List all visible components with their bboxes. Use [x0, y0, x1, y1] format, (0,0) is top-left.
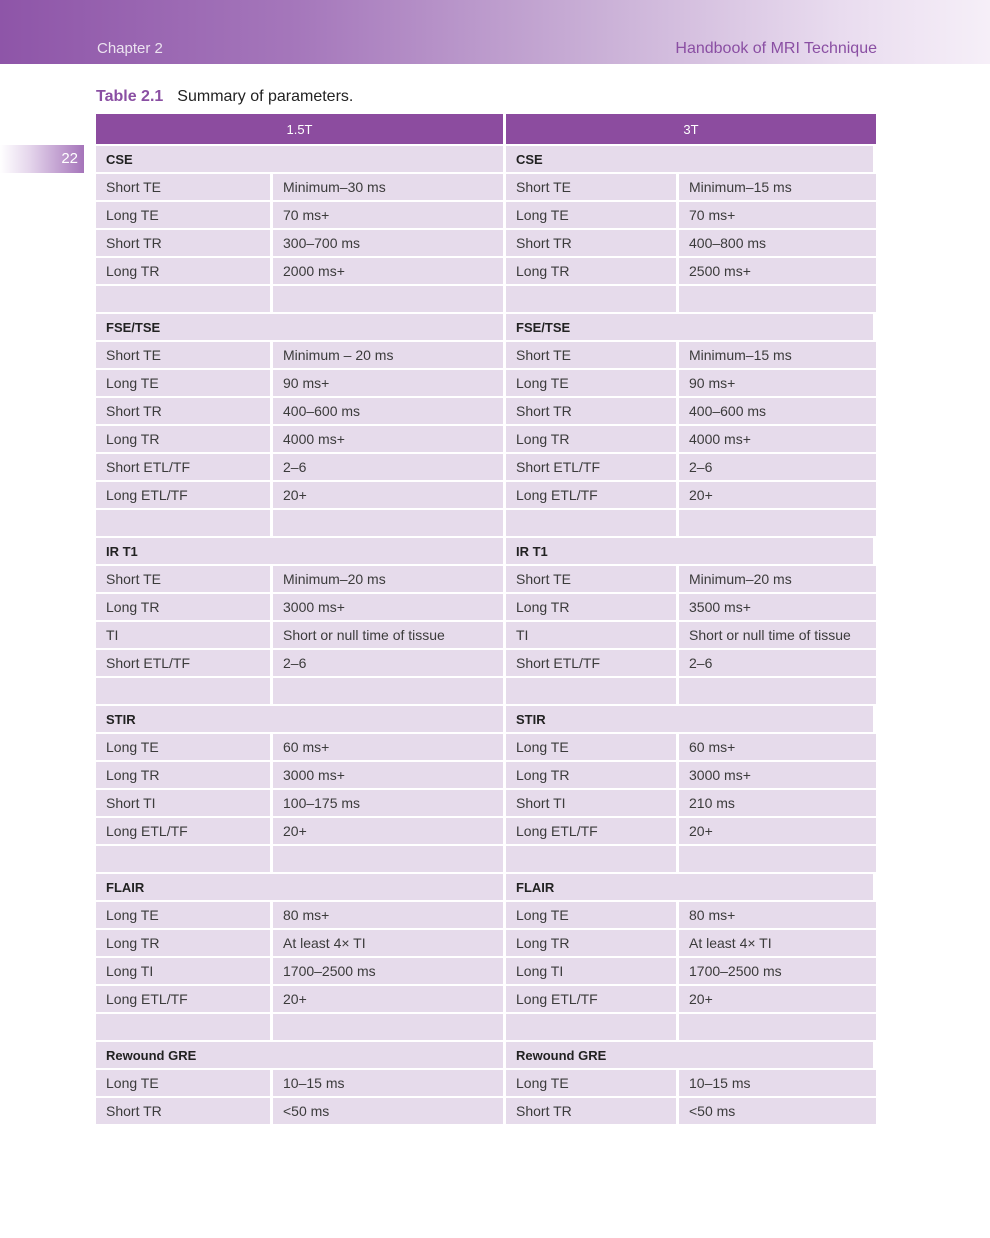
- section-heading-right: FSE/TSE: [506, 314, 873, 340]
- parameters-table: [96, 114, 876, 1126]
- table-number: Table 2.1: [96, 88, 164, 105]
- parameter-value-cell: 70 ms+: [679, 202, 876, 228]
- parameter-value-cell: 400–600 ms: [679, 398, 876, 424]
- parameter-value-cell: 2–6: [679, 454, 876, 480]
- table-row: [96, 482, 876, 508]
- parameter-name-cell: Long TE: [506, 902, 676, 928]
- table-row: [96, 370, 876, 396]
- parameter-value-cell: 3000 ms+: [273, 594, 503, 620]
- empty-cell: [96, 678, 270, 704]
- parameter-name-cell: Long TR: [506, 930, 676, 956]
- column-header-1-5t: 1.5T: [96, 114, 503, 144]
- parameter-name-cell: Long TE: [96, 1070, 270, 1096]
- table-caption: [96, 88, 353, 106]
- parameter-value-cell: 3000 ms+: [679, 762, 876, 788]
- parameter-name-cell: Long ETL/TF: [96, 986, 270, 1012]
- parameter-name-cell: Long ETL/TF: [96, 482, 270, 508]
- parameter-name-cell: Long TE: [506, 1070, 676, 1096]
- parameter-value-cell: 4000 ms+: [679, 426, 876, 452]
- parameter-value-cell: 10–15 ms: [273, 1070, 503, 1096]
- section-row: [96, 706, 876, 732]
- empty-cell: [506, 678, 676, 704]
- parameter-name-cell: Short TI: [96, 790, 270, 816]
- parameter-value-cell: 2–6: [273, 650, 503, 676]
- parameter-value-cell: 1700–2500 ms: [273, 958, 503, 984]
- parameter-name-cell: Long TR: [506, 426, 676, 452]
- table-row: [96, 930, 876, 956]
- section-heading-left: FLAIR: [96, 874, 503, 900]
- page-number: 22: [61, 150, 78, 167]
- parameter-value-cell: <50 ms: [679, 1098, 876, 1124]
- spacer-row: [96, 286, 876, 312]
- parameter-value-cell: 10–15 ms: [679, 1070, 876, 1096]
- parameter-value-cell: 210 ms: [679, 790, 876, 816]
- empty-cell: [506, 286, 676, 312]
- table-header-row: [96, 114, 876, 144]
- empty-cell: [506, 846, 676, 872]
- parameter-value-cell: 20+: [679, 818, 876, 844]
- empty-cell: [679, 678, 876, 704]
- parameter-value-cell: Minimum–15 ms: [679, 342, 876, 368]
- parameter-name-cell: Long TR: [96, 930, 270, 956]
- parameter-name-cell: Long TR: [96, 594, 270, 620]
- table-row: [96, 650, 876, 676]
- parameter-value-cell: 80 ms+: [273, 902, 503, 928]
- parameter-value-cell: 20+: [679, 482, 876, 508]
- parameter-name-cell: Long TE: [506, 202, 676, 228]
- table-row: [96, 1098, 876, 1124]
- parameter-name-cell: Long TR: [96, 762, 270, 788]
- section-heading-left: FSE/TSE: [96, 314, 503, 340]
- parameter-value-cell: 20+: [273, 482, 503, 508]
- parameter-value-cell: <50 ms: [273, 1098, 503, 1124]
- empty-cell: [96, 1014, 270, 1040]
- parameter-name-cell: TI: [506, 622, 676, 648]
- spacer-row: [96, 678, 876, 704]
- parameter-name-cell: Long TR: [96, 258, 270, 284]
- parameter-name-cell: Short TE: [96, 566, 270, 592]
- parameter-value-cell: 1700–2500 ms: [679, 958, 876, 984]
- table-row: [96, 818, 876, 844]
- section-heading-right: CSE: [506, 146, 873, 172]
- parameter-name-cell: Short TR: [96, 1098, 270, 1124]
- empty-cell: [96, 510, 270, 536]
- table-row: [96, 426, 876, 452]
- empty-cell: [506, 510, 676, 536]
- parameter-value-cell: Minimum–20 ms: [273, 566, 503, 592]
- parameter-value-cell: 2000 ms+: [273, 258, 503, 284]
- parameter-value-cell: 400–800 ms: [679, 230, 876, 256]
- section-heading-right: FLAIR: [506, 874, 873, 900]
- parameter-name-cell: Short ETL/TF: [506, 454, 676, 480]
- table-row: [96, 202, 876, 228]
- section-heading-left: Rewound GRE: [96, 1042, 503, 1068]
- parameter-name-cell: Short TE: [96, 342, 270, 368]
- parameter-name-cell: Long TE: [96, 734, 270, 760]
- empty-cell: [273, 510, 503, 536]
- spacer-row: [96, 1014, 876, 1040]
- section-row: [96, 874, 876, 900]
- table-row: [96, 622, 876, 648]
- table-row: [96, 174, 876, 200]
- table-row: [96, 790, 876, 816]
- column-header-3t: 3T: [506, 114, 876, 144]
- parameter-name-cell: Short TR: [506, 230, 676, 256]
- parameter-name-cell: TI: [96, 622, 270, 648]
- parameter-name-cell: Long TI: [96, 958, 270, 984]
- parameter-name-cell: Long TE: [506, 734, 676, 760]
- parameter-value-cell: 90 ms+: [679, 370, 876, 396]
- parameter-value-cell: 100–175 ms: [273, 790, 503, 816]
- empty-cell: [273, 678, 503, 704]
- section-row: [96, 538, 876, 564]
- section-row: [96, 314, 876, 340]
- parameter-value-cell: 60 ms+: [679, 734, 876, 760]
- parameter-value-cell: 2–6: [679, 650, 876, 676]
- empty-cell: [273, 286, 503, 312]
- parameter-name-cell: Long TR: [506, 258, 676, 284]
- parameter-name-cell: Long TE: [96, 370, 270, 396]
- parameter-name-cell: Long TR: [506, 594, 676, 620]
- parameter-name-cell: Long ETL/TF: [506, 986, 676, 1012]
- parameter-name-cell: Short TR: [96, 398, 270, 424]
- chapter-label: Chapter 2: [97, 40, 163, 57]
- book-title: Handbook of MRI Technique: [675, 40, 877, 57]
- spacer-row: [96, 846, 876, 872]
- table-row: [96, 454, 876, 480]
- parameter-value-cell: 3500 ms+: [679, 594, 876, 620]
- section-heading-left: IR T1: [96, 538, 503, 564]
- parameter-value-cell: 3000 ms+: [273, 762, 503, 788]
- empty-cell: [679, 510, 876, 536]
- parameter-name-cell: Long ETL/TF: [506, 818, 676, 844]
- spacer-row: [96, 510, 876, 536]
- parameter-value-cell: 70 ms+: [273, 202, 503, 228]
- parameter-value-cell: Minimum–15 ms: [679, 174, 876, 200]
- parameter-name-cell: Long ETL/TF: [506, 482, 676, 508]
- parameter-name-cell: Short TE: [506, 342, 676, 368]
- table-row: [96, 734, 876, 760]
- parameter-value-cell: 2500 ms+: [679, 258, 876, 284]
- table-row: [96, 230, 876, 256]
- parameter-value-cell: At least 4× TI: [273, 930, 503, 956]
- parameter-value-cell: 80 ms+: [679, 902, 876, 928]
- table-row: [96, 342, 876, 368]
- table-title: Summary of parameters.: [177, 88, 354, 105]
- parameter-value-cell: At least 4× TI: [679, 930, 876, 956]
- parameter-value-cell: Short or null time of tissue: [679, 622, 876, 648]
- section-heading-left: STIR: [96, 706, 503, 732]
- parameter-value-cell: Minimum–20 ms: [679, 566, 876, 592]
- table-row: [96, 594, 876, 620]
- parameter-value-cell: 300–700 ms: [273, 230, 503, 256]
- parameter-name-cell: Short TE: [96, 174, 270, 200]
- empty-cell: [679, 846, 876, 872]
- table-row: [96, 902, 876, 928]
- empty-cell: [96, 846, 270, 872]
- table-row: [96, 986, 876, 1012]
- parameter-value-cell: Minimum–30 ms: [273, 174, 503, 200]
- parameter-value-cell: Short or null time of tissue: [273, 622, 503, 648]
- parameter-value-cell: 20+: [679, 986, 876, 1012]
- section-heading-right: STIR: [506, 706, 873, 732]
- table-row: [96, 958, 876, 984]
- parameter-value-cell: 4000 ms+: [273, 426, 503, 452]
- section-row: [96, 146, 876, 172]
- parameter-name-cell: Long TR: [506, 762, 676, 788]
- table-row: [96, 762, 876, 788]
- empty-cell: [96, 286, 270, 312]
- section-heading-right: Rewound GRE: [506, 1042, 873, 1068]
- parameter-name-cell: Short ETL/TF: [506, 650, 676, 676]
- table-row: [96, 398, 876, 424]
- parameter-name-cell: Short ETL/TF: [96, 454, 270, 480]
- parameter-value-cell: 60 ms+: [273, 734, 503, 760]
- empty-cell: [273, 846, 503, 872]
- parameter-value-cell: 20+: [273, 818, 503, 844]
- parameter-value-cell: 400–600 ms: [273, 398, 503, 424]
- parameter-name-cell: Long TE: [96, 202, 270, 228]
- table-row: [96, 566, 876, 592]
- parameter-name-cell: Short TR: [96, 230, 270, 256]
- empty-cell: [273, 1014, 503, 1040]
- empty-cell: [679, 286, 876, 312]
- page-number-tab: [0, 145, 84, 173]
- section-heading-left: CSE: [96, 146, 503, 172]
- parameter-name-cell: Short TE: [506, 174, 676, 200]
- parameter-name-cell: Short TI: [506, 790, 676, 816]
- table-row: [96, 258, 876, 284]
- parameter-name-cell: Short ETL/TF: [96, 650, 270, 676]
- parameter-name-cell: Short TR: [506, 1098, 676, 1124]
- parameter-name-cell: Long TR: [96, 426, 270, 452]
- parameter-name-cell: Short TE: [506, 566, 676, 592]
- parameter-name-cell: Short TR: [506, 398, 676, 424]
- section-row: [96, 1042, 876, 1068]
- table-row: [96, 1070, 876, 1096]
- parameter-name-cell: Long TE: [506, 370, 676, 396]
- parameter-value-cell: 20+: [273, 986, 503, 1012]
- parameter-value-cell: 90 ms+: [273, 370, 503, 396]
- empty-cell: [679, 1014, 876, 1040]
- parameter-value-cell: Minimum – 20 ms: [273, 342, 503, 368]
- parameter-value-cell: 2–6: [273, 454, 503, 480]
- parameter-name-cell: Long ETL/TF: [96, 818, 270, 844]
- parameter-name-cell: Long TE: [96, 902, 270, 928]
- parameter-name-cell: Long TI: [506, 958, 676, 984]
- section-heading-right: IR T1: [506, 538, 873, 564]
- empty-cell: [506, 1014, 676, 1040]
